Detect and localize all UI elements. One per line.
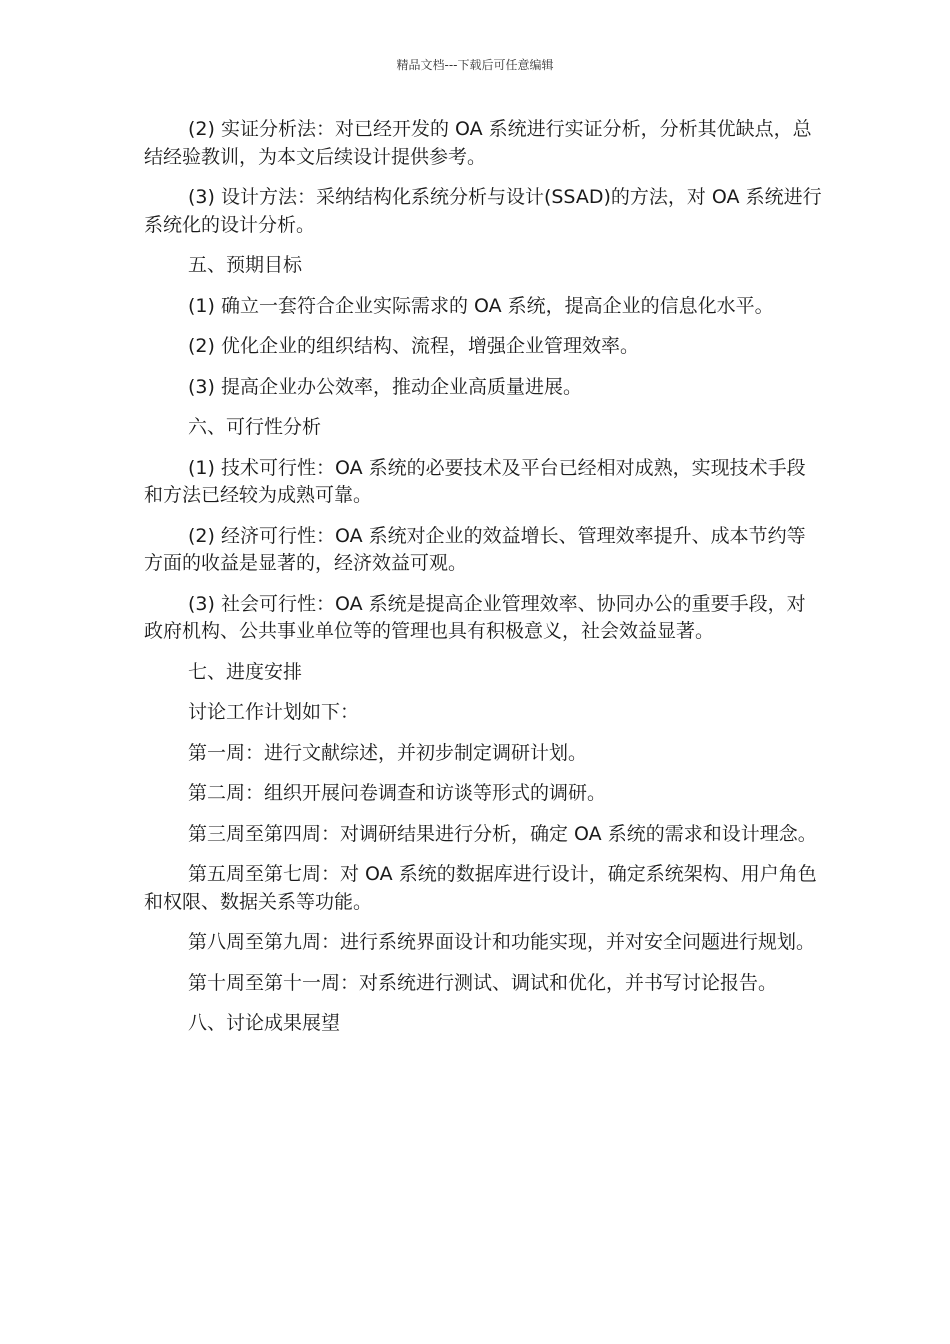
paragraph-schedule-week-2: 第二周：组织开展问卷调查和访谈等形式的调研。: [188, 782, 607, 804]
paragraph-feasibility-social: (3) 社会可行性：OA 系统是提高企业管理效率、协同办公的重要手段，对政府机构、公共事业单位等的管理也具有积极意义，社会效益显著。: [144, 592, 806, 642]
paragraph-goal-1: (1) 确立一套符合企业实际需求的 OA 系统，提高企业的信息化水平。: [188, 294, 774, 317]
paragraph-goal-3: (3) 提高企业办公效率，推动企业高质量进展。: [188, 375, 582, 398]
section-heading-expected-goals: 五、预期目标: [188, 254, 303, 276]
page-header: 精品文档---下载后可任意编辑: [396, 58, 554, 72]
paragraph-schedule-weeks-8-9: 第八周至第九周：进行系统界面设计和功能实现，并对安全问题进行规划。: [188, 931, 816, 953]
paragraph-goal-2: (2) 优化企业的组织结构、流程，增强企业管理效率。: [188, 335, 639, 357]
section-heading-outcomes: 八、讨论成果展望: [188, 1012, 341, 1034]
paragraph-research-empirical: (2) 实证分析法：对已经开发的 OA 系统进行实证分析，分析其优缺点，总结经验教训，为本文后续设计提供参考。: [144, 118, 812, 168]
section-heading-schedule: 七、进度安排: [188, 660, 303, 683]
paragraph-feasibility-economic: (2) 经济可行性：OA 系统对企业的效益增长、管理效率提升、成本节约等方面的收益是显著的，经济效益可观。: [144, 524, 806, 574]
paragraph-schedule-weeks-10-11: 第十周至第十一周：对系统进行测试、调试和优化，并书写讨论报告。: [188, 971, 778, 994]
paragraph-schedule-weeks-3-4: 第三周至第四周：对调研结果进行分析，确定 OA 系统的需求和设计理念。: [188, 822, 817, 845]
paragraph-feasibility-technical: (1) 技术可行性：OA 系统的必要技术及平台已经相对成熟，实现技术手段和方法已经较为成熟可靠。: [144, 456, 806, 506]
document-body: [144, 116, 824, 1051]
section-heading-feasibility: 六、可行性分析: [188, 416, 322, 438]
paragraph-research-design: (3) 设计方法：采纳结构化系统分析与设计(SSAD)的方法，对 OA 系统进行系统化的设计分析。: [144, 186, 822, 236]
paragraph-schedule-weeks-5-7: 第五周至第七周：对 OA 系统的数据库进行设计，确定系统架构、用户角色和权限、数据关系等功能。: [144, 863, 817, 913]
paragraph-schedule-week-1: 第一周：进行文献综述，并初步制定调研计划。: [188, 741, 588, 764]
paragraph-schedule-intro: 讨论工作计划如下：: [188, 701, 360, 723]
